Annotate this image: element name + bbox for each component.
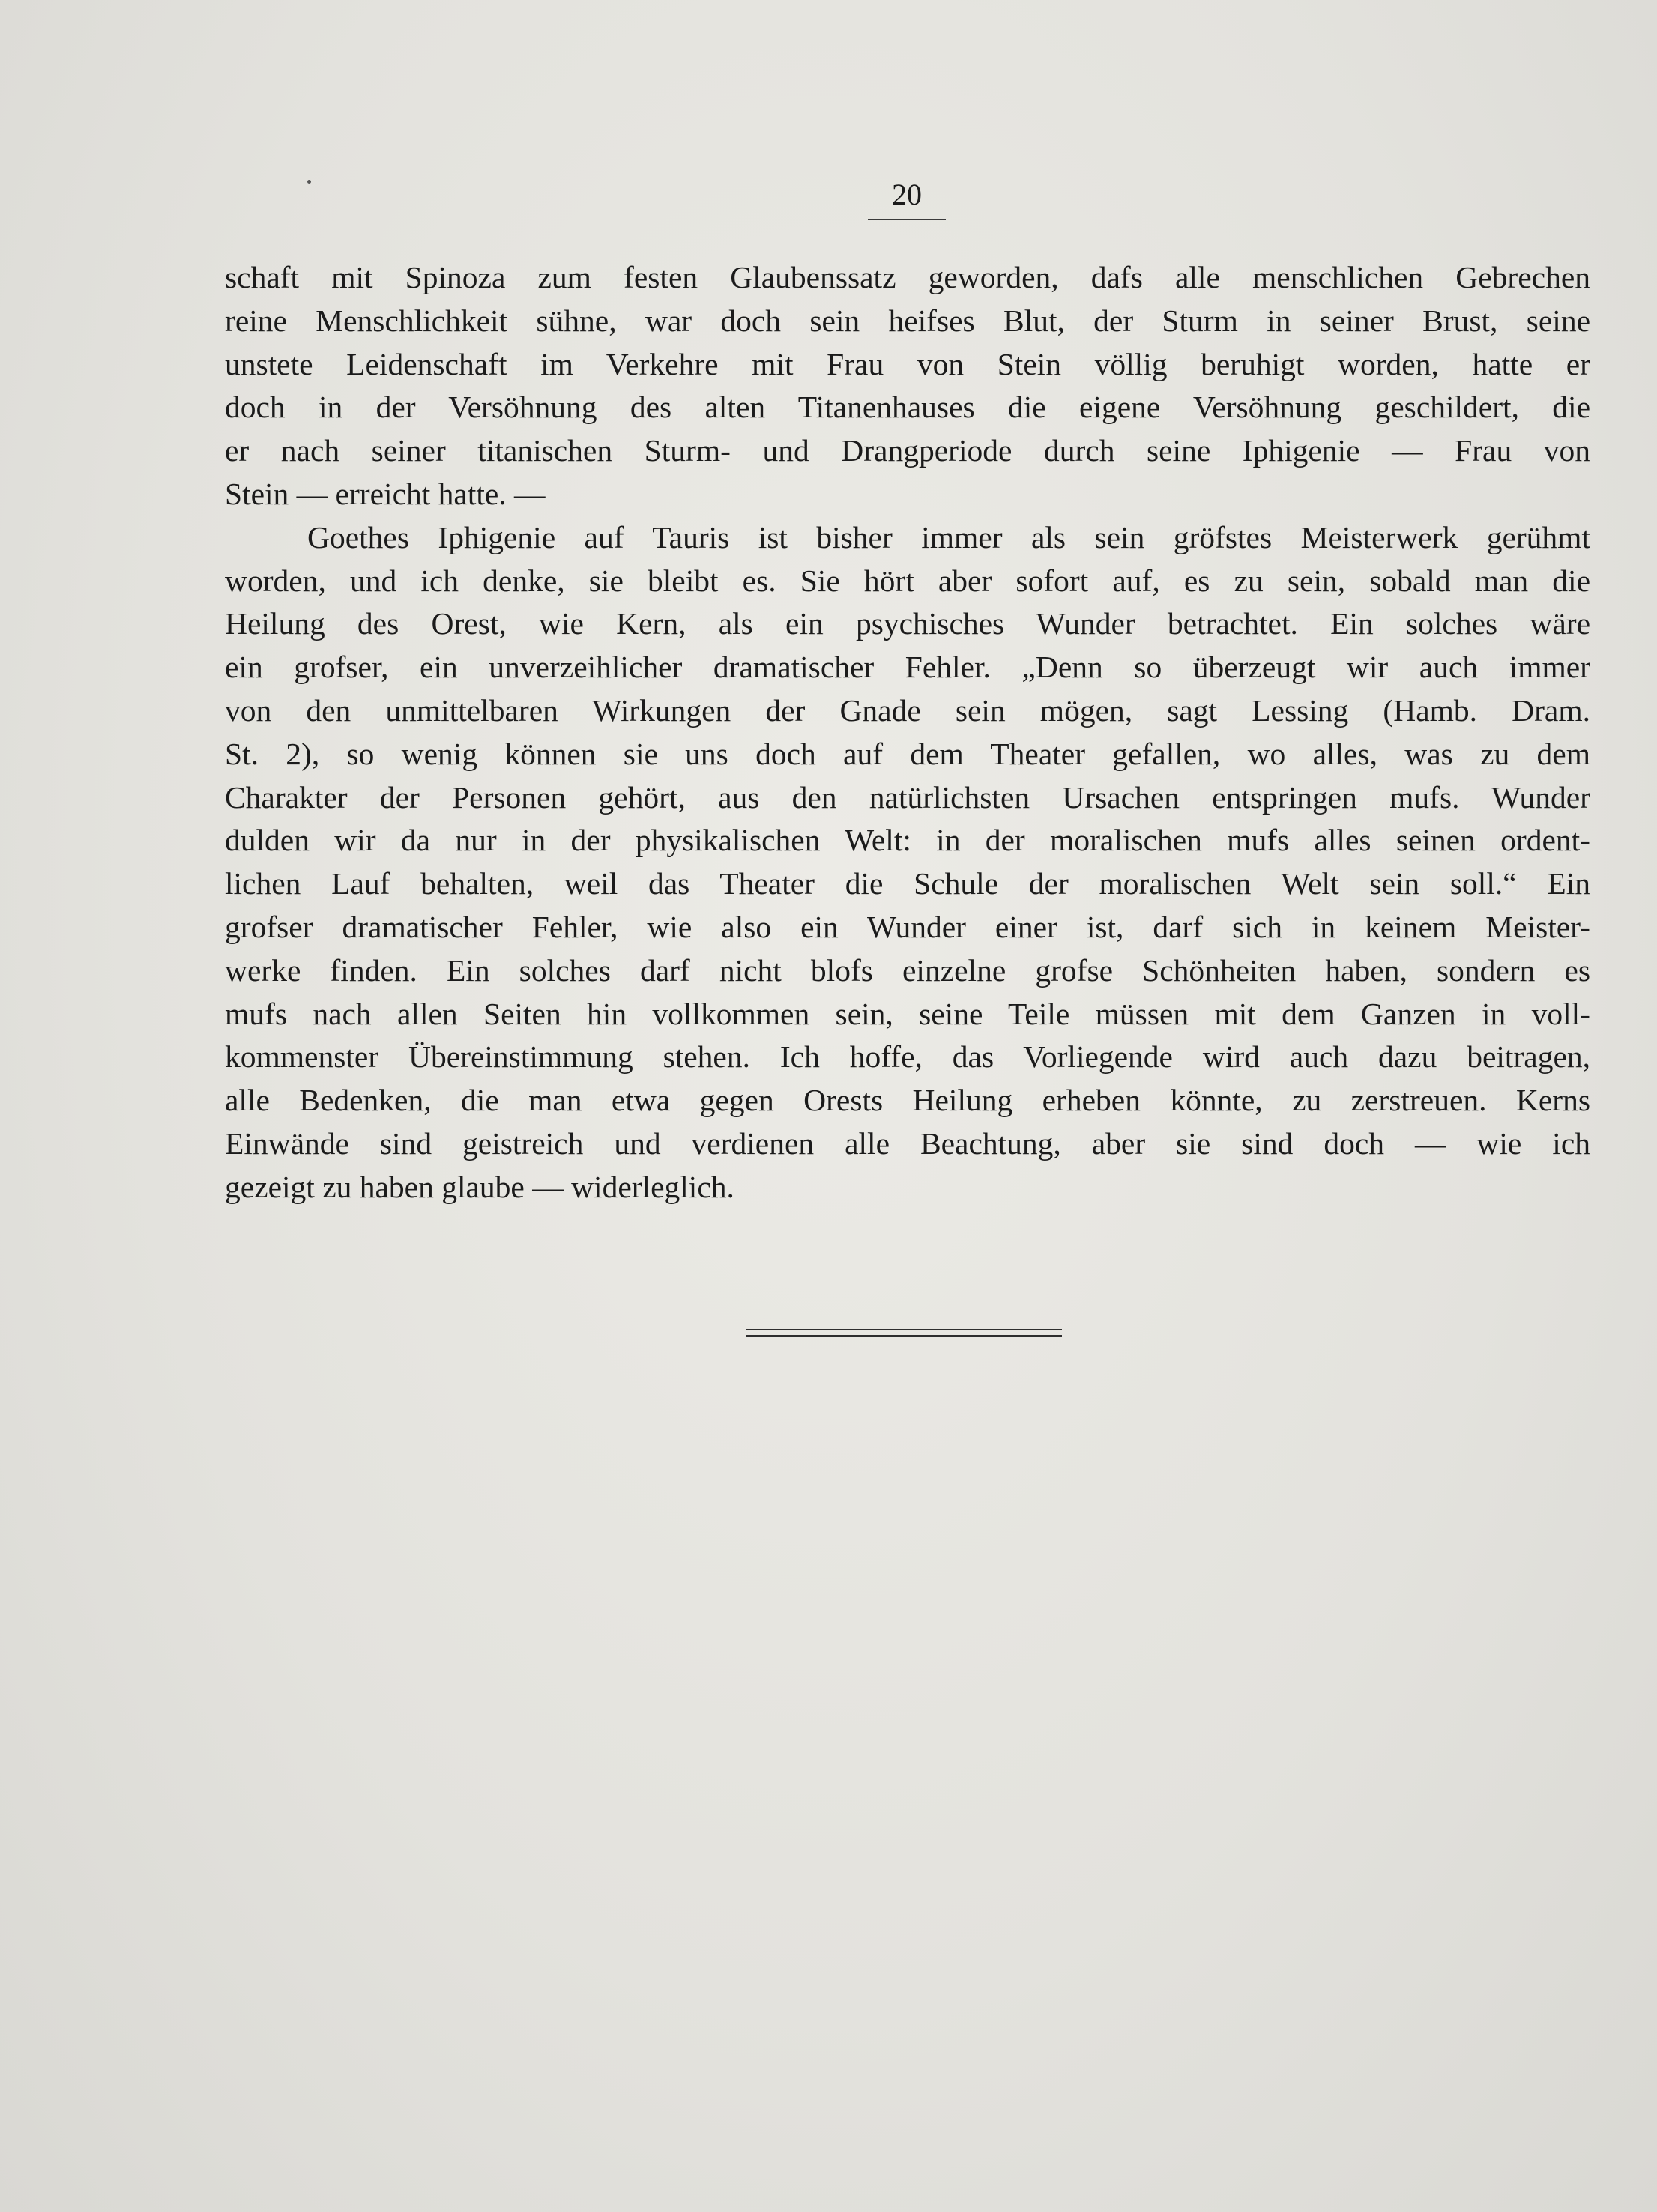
section-end-rule	[746, 1329, 1062, 1330]
text-line: St. 2), so wenig können sie uns doch auf dem Theater gefallen, wo alles, was zu dem	[225, 736, 1590, 771]
text-line: alle Bedenken, die man etwa gegen Orests Heilung erheben könnte, zu zerstreuen. Kerns	[225, 1083, 1590, 1118]
section-end-rule	[746, 1335, 1062, 1337]
text-line: dulden wir da nur in der physikalischen Welt: in der moralischen mufs alles seinen ordent-	[225, 823, 1590, 858]
text-line: gezeigt zu haben glaube — widerleglich.	[225, 1169, 734, 1204]
text-line: grofser dramatischer Fehler, wie also ein Wunder einer ist, darf sich in keinem Meister-	[225, 909, 1590, 944]
text-line: von den unmittelbaren Wirkungen der Gnade sein mögen, sagt Lessing (Hamb. Dram.	[225, 692, 1590, 728]
text-line: ein grofser, ein unverzeihlicher dramatischer Fehler. „Denn so überzeugt wir auch immer	[225, 650, 1590, 685]
text-line: schaft mit Spinoza zum festen Glaubenssatz geworden, dafs alle menschlichen Gebrechen	[225, 260, 1590, 294]
text-line: kommenster Übereinstimmung stehen. Ich hoffe, das Vorliegende wird auch dazu beitragen,	[225, 1039, 1590, 1075]
text-line: doch in der Versöhnung des alten Titanenhauses die eigene Versöhnung geschildert, die	[225, 390, 1590, 425]
page-number-underline	[868, 219, 946, 220]
text-line: Goethes Iphigenie auf Tauris ist bisher immer als sein gröfstes Meisterwerk gerühmt	[307, 519, 1590, 554]
text-line: werke finden. Ein solches darf nicht blofs einzelne grofse Schönheiten haben, sondern es	[225, 952, 1590, 988]
text-line: Stein — erreicht hatte. —	[225, 476, 546, 511]
text-line: Heilung des Orest, wie Kern, als ein psychisches Wunder betrachtet. Ein solches wäre	[225, 606, 1590, 641]
text-line: mufs nach allen Seiten hin vollkommen sein, seine Teile müssen mit dem Ganzen in voll-	[225, 996, 1590, 1031]
print-speck	[307, 180, 311, 184]
text-line: er nach seiner titanischen Sturm- und Drangperiode durch seine Iphigenie — Frau von	[225, 433, 1590, 468]
text-line: worden, und ich denke, sie bleibt es. Sie hört aber sofort auf, es zu sein, sobald man die	[225, 563, 1590, 598]
text-line: Charakter der Personen gehört, aus den natürlichsten Ursachen entspringen mufs. Wunder	[225, 779, 1590, 815]
text-line: unstete Leidenschaft im Verkehre mit Frau von Stein völlig beruhigt worden, hatte er	[225, 346, 1590, 381]
text-line: lichen Lauf behalten, weil das Theater die Schule der moralischen Welt sein soll.“ Ein	[225, 866, 1590, 901]
paragraph-1	[225, 256, 1590, 516]
paragraph-2	[225, 516, 1590, 1209]
page-number: 20	[892, 178, 922, 211]
text-line: reine Menschlichkeit sühne, war doch sein heifses Blut, der Sturm in seiner Brust, seine	[225, 303, 1590, 338]
body-text	[225, 256, 1590, 1209]
text-line: Einwände sind geistreich und verdienen alle Beachtung, aber sie sind doch — wie ich	[225, 1125, 1590, 1161]
